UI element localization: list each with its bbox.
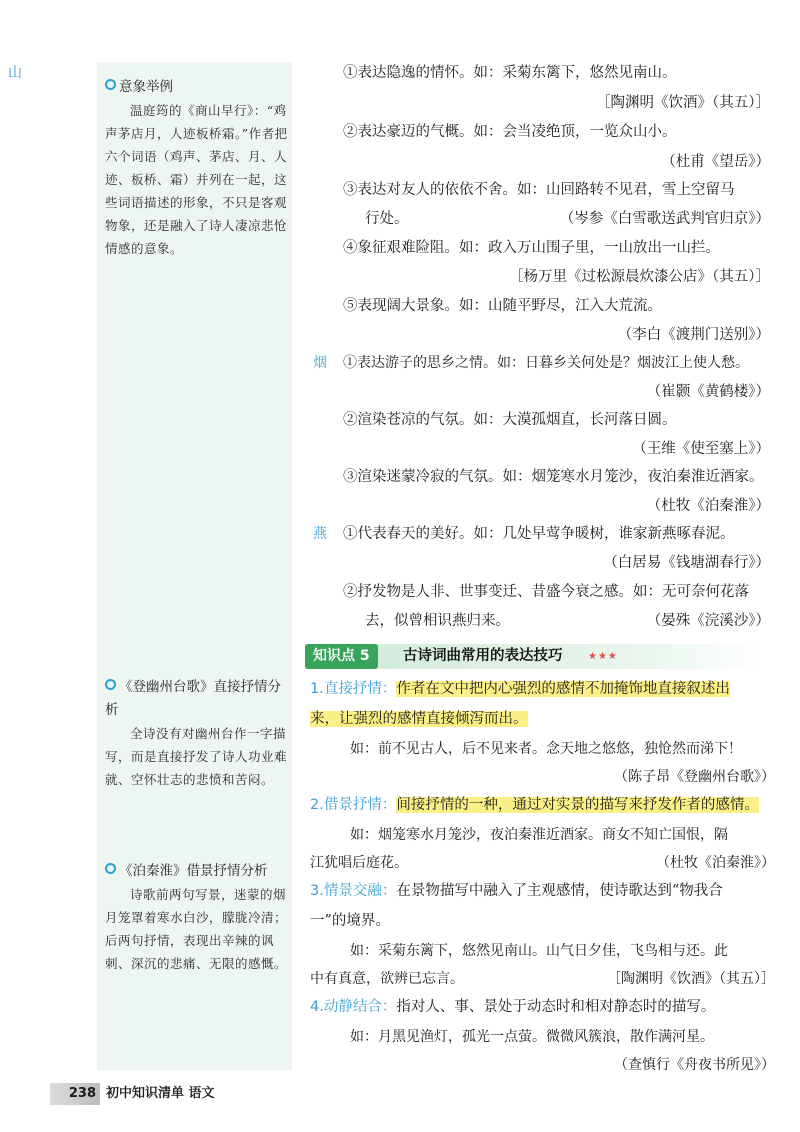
technique-heading: 4.动静结合： [310, 999, 397, 1015]
technique-example-cont: 江犹唱后庭花。 [310, 855, 408, 871]
sidebar-note-boqinhuai [105, 860, 288, 975]
imagery-item: ②表达豪迈的气概。如：会当凌绝顶，一览众山小。 [343, 124, 677, 140]
page-number: 238 [50, 1083, 100, 1105]
sidebar-note-dengyouzhou [105, 676, 288, 791]
imagery-item-cont: 去，似曾相识燕归来。 [365, 613, 510, 629]
technique-example: 如：采菊东篱下，悠然见南山。山气日夕佳，飞鸟相与还。此 [350, 943, 728, 959]
technique-definition: 作者在文中把内心强烈的感情不加掩饰地直接叙述出 [396, 681, 730, 697]
technique-heading: 1.直接抒情： [310, 681, 397, 697]
source-citation: （晏殊《浣溪沙》） [646, 613, 770, 629]
technique-definition: 指对人、事、景处于动态时和相对静态时的描写。 [396, 999, 716, 1015]
technique-definition-cont: 来，让强烈的感情直接倾泻而出。 [310, 711, 528, 727]
imagery-item: ③表达对友人的依依不舍。如：山回路转不见君，雪上空留马 [343, 182, 735, 198]
technique-heading: 2.借景抒情： [310, 797, 397, 813]
imagery-item: ①表达游子的思乡之情。如：日暮乡关何处是？烟波江上使人愁。 [343, 355, 749, 371]
imagery-key: 燕 [313, 526, 327, 542]
note-text: 温庭筠的《商山早行》：“鸡声茅店月，人迹板桥霜。”作者把六个词语（鸡声、茅店、月、人迹、板桥、霜）并列在一起，这些词语描述的形象，不只是客观物象，还是融入了诗人凄凉悲怆情感的意象。 [105, 103, 288, 256]
source-citation: （白居易《钱塘湖春行》） [603, 555, 770, 571]
technique-definition: 间接抒情的一种，通过对实景的描写来抒发作者的感情。 [396, 797, 759, 813]
technique-definition-cont: 一”的境界。 [310, 913, 390, 929]
note-text: 诗歌前两句写景，迷蒙的烟月笼罩着寒水白沙，朦胧冷清；后两句抒情，表现出辛辣的讽刺、深沉的悲痛、无限的感慨。 [105, 887, 288, 971]
source-citation: ［陶渊明《饮酒》（其五）］ [596, 95, 770, 111]
book-title: 初中知识清单 语文 [106, 1086, 215, 1101]
imagery-item-cont: 行处。 [365, 211, 409, 227]
source-citation: ［杨万里《过松源晨炊漆公店》（其五）］ [509, 269, 770, 285]
source-citation: （杜牧《泊秦淮》） [656, 855, 775, 871]
technique-example-cont: 中有真意，欲辨已忘言。 [310, 971, 464, 987]
imagery-item: ④象征艰难险阻。如：政入万山围子里，一山放出一山拦。 [343, 240, 720, 256]
difficulty-stars-icon: ★★★ [588, 651, 618, 662]
knowledge-point-tag: 知识点 5 [305, 644, 378, 669]
imagery-item: ②抒发物是人非、世事变迁、昔盛今衰之感。如：无可奈何花落 [343, 584, 749, 600]
imagery-key: 烟 [313, 355, 327, 371]
source-citation: （崔颢《黄鹤楼》） [646, 384, 770, 400]
imagery-item: ①代表春天的美好。如：几处早莺争暖树，谁家新燕啄春泥。 [343, 526, 735, 542]
technique-example: 如：月黑见渔灯，孤光一点萤。微微风簇浪，散作满河星。 [350, 1029, 714, 1045]
imagery-key: 山 [8, 65, 22, 81]
imagery-item: ③渲染迷蒙冷寂的气氛。如：烟笼寒水月笼沙，夜泊秦淮近酒家。 [343, 469, 764, 485]
technique-example: 如：前不见古人，后不见来者。念天地之悠悠，独怆然而涕下！ [350, 741, 742, 757]
source-citation: （杜甫《望岳》） [661, 154, 770, 170]
imagery-item: ①表达隐逸的情怀。如：采菊东篱下，悠然见南山。 [343, 65, 677, 81]
sidebar-note-imagery [105, 76, 288, 260]
note-title: 意象举例 [119, 79, 173, 95]
source-citation: （李白《渡荆门送别》） [617, 327, 770, 343]
technique-definition: 在景物描写中融入了主观感情，使诗歌达到“物我合 [396, 883, 723, 899]
source-citation: ［陶渊明《饮酒》（其五）］ [607, 971, 775, 987]
bullet-icon [105, 863, 116, 874]
bullet-icon [105, 79, 116, 90]
source-citation: （岑参《白雪歌送武判官归京》） [559, 211, 770, 227]
technique-example: 如：烟笼寒水月笼沙，夜泊秦淮近酒家。商女不知亡国恨，隔 [350, 827, 728, 843]
knowledge-point-header [305, 644, 765, 669]
technique-heading: 3.情景交融： [310, 883, 397, 899]
source-citation: （杜牧《泊秦淮》） [646, 498, 770, 514]
imagery-item: ②渲染苍凉的气氛。如：大漠孤烟直，长河落日圆。 [343, 412, 677, 428]
note-title: 《登幽州台歌》直接抒情分析 [105, 679, 281, 718]
bullet-icon [105, 679, 116, 690]
source-citation: （陈子昂《登幽州台歌》） [614, 769, 775, 785]
source-citation: （查慎行《舟夜书所见》） [614, 1057, 775, 1073]
source-citation: （王维《使至塞上》） [632, 441, 770, 457]
page-footer [50, 1083, 280, 1105]
note-text: 全诗没有对幽州台作一字描写，而是直接抒发了诗人功业难就、空怀壮志的悲愤和苦闷。 [105, 726, 288, 787]
note-title: 《泊秦淮》借景抒情分析 [119, 863, 268, 879]
knowledge-point-title: 古诗词曲常用的表达技巧 [403, 648, 563, 664]
imagery-item: ⑤表现阔大景象。如：山随平野尽，江入大荒流。 [343, 298, 662, 314]
